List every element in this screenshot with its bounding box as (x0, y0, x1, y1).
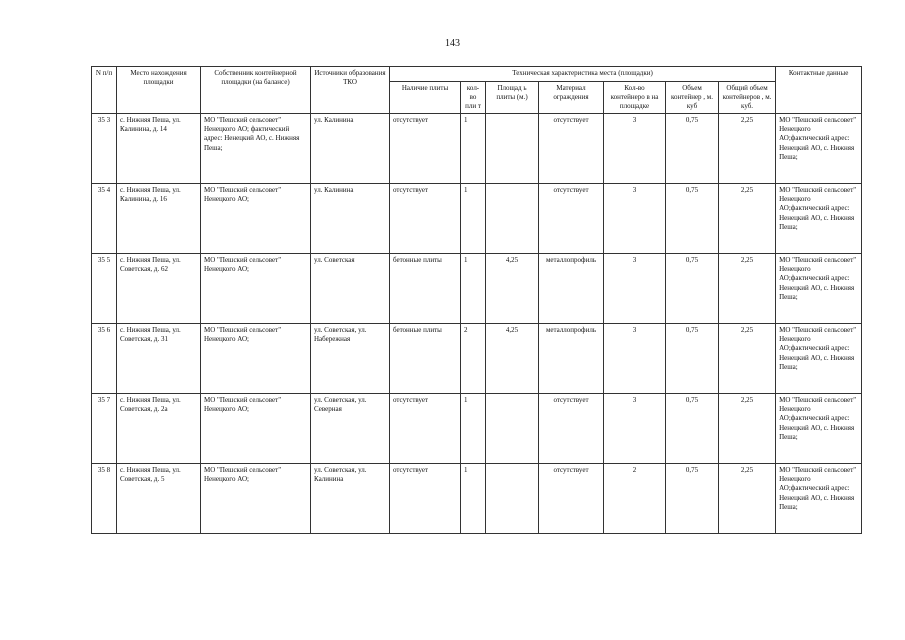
cell-containers: 3 (604, 394, 666, 464)
cell-total-volume: 2,25 (719, 184, 776, 254)
cell-volume: 0,75 (666, 394, 719, 464)
cell-sources: ул. Советская, ул. Набережная (311, 324, 390, 394)
waste-sites-table (91, 66, 862, 534)
cell-containers: 3 (604, 254, 666, 324)
cell-total-volume: 2,25 (719, 394, 776, 464)
cell-slabs: бетонные плиты (390, 254, 461, 324)
cell-area (486, 394, 539, 464)
table-row (92, 184, 862, 254)
cell-location: с. Нижняя Пеша, ул. Советская, д. 2а (117, 394, 201, 464)
cell-slabs: отсутствует (390, 184, 461, 254)
cell-num: 35 5 (92, 254, 117, 324)
cell-fence: металлопрофиль (539, 254, 604, 324)
cell-containers: 3 (604, 324, 666, 394)
cell-location: с. Нижняя Пеша, ул. Советская, д. 31 (117, 324, 201, 394)
cell-location: с. Нижняя Пеша, ул. Советская, д. 62 (117, 254, 201, 324)
cell-volume: 0,75 (666, 464, 719, 534)
cell-owner: МО "Пешский сельсовет" Ненецкого АО; фактический адрес: Ненецкий АО, с. Нижняя Пеша; (201, 114, 311, 184)
header-slabs: Наличие плиты (390, 82, 461, 114)
cell-slab-count: 1 (461, 394, 486, 464)
cell-sources: ул. Советская, ул. Калинина (311, 464, 390, 534)
cell-sources: ул. Советская, ул. Северная (311, 394, 390, 464)
cell-slab-count: 1 (461, 184, 486, 254)
cell-contacts: МО "Пешский сельсовет" Ненецкого АО;фактический адрес: Ненецкий АО, с. Нижняя Пеша; (776, 324, 862, 394)
cell-total-volume: 2,25 (719, 114, 776, 184)
cell-area (486, 114, 539, 184)
header-fence: Материал ограждения (539, 82, 604, 114)
cell-sources: ул. Калинина (311, 184, 390, 254)
header-containers: Кол-во контейнеро в на площадке (604, 82, 666, 114)
cell-num: 35 4 (92, 184, 117, 254)
header-slab-count: кол-во пли т (461, 82, 486, 114)
cell-owner: МО "Пешский сельсовет" Ненецкого АО; (201, 394, 311, 464)
cell-fence: отсутствует (539, 394, 604, 464)
cell-containers: 2 (604, 464, 666, 534)
cell-owner: МО "Пешский сельсовет" Ненецкого АО; (201, 324, 311, 394)
cell-fence: отсутствует (539, 184, 604, 254)
cell-area: 4,25 (486, 324, 539, 394)
cell-owner: МО "Пешский сельсовет" Ненецкого АО; (201, 184, 311, 254)
cell-location: с. Нижняя Пеша, ул. Калинина, д. 16 (117, 184, 201, 254)
cell-volume: 0,75 (666, 324, 719, 394)
table-row (92, 324, 862, 394)
table-row (92, 394, 862, 464)
table-row (92, 254, 862, 324)
cell-slab-count: 2 (461, 324, 486, 394)
cell-owner: МО "Пешский сельсовет" Ненецкого АО; (201, 254, 311, 324)
header-location: Место нахождения площадки (117, 67, 201, 114)
cell-sources: ул. Советская (311, 254, 390, 324)
cell-volume: 0,75 (666, 184, 719, 254)
header-contacts: Контактные данные (776, 67, 862, 114)
cell-area: 4,25 (486, 254, 539, 324)
cell-location: с. Нижняя Пеша, ул. Советская, д. 5 (117, 464, 201, 534)
page-number: 143 (445, 38, 460, 49)
header-owner: Собственник контейнерной площадки (на балансе) (201, 67, 311, 114)
cell-volume: 0,75 (666, 114, 719, 184)
cell-fence: отсутствует (539, 464, 604, 534)
header-total-volume: Общий объем контейнеров , м. куб. (719, 82, 776, 114)
cell-area (486, 184, 539, 254)
cell-total-volume: 2,25 (719, 324, 776, 394)
cell-fence: отсутствует (539, 114, 604, 184)
cell-total-volume: 2,25 (719, 254, 776, 324)
cell-containers: 3 (604, 114, 666, 184)
cell-sources: ул. Калинина (311, 114, 390, 184)
cell-num: 35 6 (92, 324, 117, 394)
cell-contacts: МО "Пешский сельсовет" Ненецкого АО;фактический адрес: Ненецкий АО, с. Нижняя Пеша; (776, 114, 862, 184)
cell-slab-count: 1 (461, 114, 486, 184)
header-area: Площад ь плиты (м.) (486, 82, 539, 114)
header-row-main (92, 67, 862, 82)
cell-contacts: МО "Пешский сельсовет" Ненецкого АО;фактический адрес: Ненецкий АО, с. Нижняя Пеша; (776, 394, 862, 464)
cell-volume: 0,75 (666, 254, 719, 324)
cell-owner: МО "Пешский сельсовет" Ненецкого АО; (201, 464, 311, 534)
cell-area (486, 464, 539, 534)
table-row (92, 114, 862, 184)
cell-num: 35 7 (92, 394, 117, 464)
cell-slabs: отсутствует (390, 464, 461, 534)
cell-slabs: отсутствует (390, 394, 461, 464)
cell-containers: 3 (604, 184, 666, 254)
header-num: N п/п (92, 67, 117, 114)
cell-contacts: МО "Пешский сельсовет" Ненецкого АО;фактический адрес: Ненецкий АО, с. Нижняя Пеша; (776, 464, 862, 534)
header-volume: Объем контейнер , м. куб (666, 82, 719, 114)
cell-slabs: отсутствует (390, 114, 461, 184)
header-tech: Техническая характеристика места (площадки) (390, 67, 776, 82)
cell-num: 35 3 (92, 114, 117, 184)
header-sources: Источники образования ТКО (311, 67, 390, 114)
cell-slab-count: 1 (461, 254, 486, 324)
cell-total-volume: 2,25 (719, 464, 776, 534)
cell-slabs: бетонные плиты (390, 324, 461, 394)
cell-fence: металлопрофиль (539, 324, 604, 394)
cell-contacts: МО "Пешский сельсовет" Ненецкого АО;фактический адрес: Ненецкий АО, с. Нижняя Пеша; (776, 254, 862, 324)
cell-location: с. Нижняя Пеша, ул. Калинина, д. 14 (117, 114, 201, 184)
cell-slab-count: 1 (461, 464, 486, 534)
cell-num: 35 8 (92, 464, 117, 534)
table-row (92, 464, 862, 534)
cell-contacts: МО "Пешский сельсовет" Ненецкого АО;фактический адрес: Ненецкий АО, с. Нижняя Пеша; (776, 184, 862, 254)
